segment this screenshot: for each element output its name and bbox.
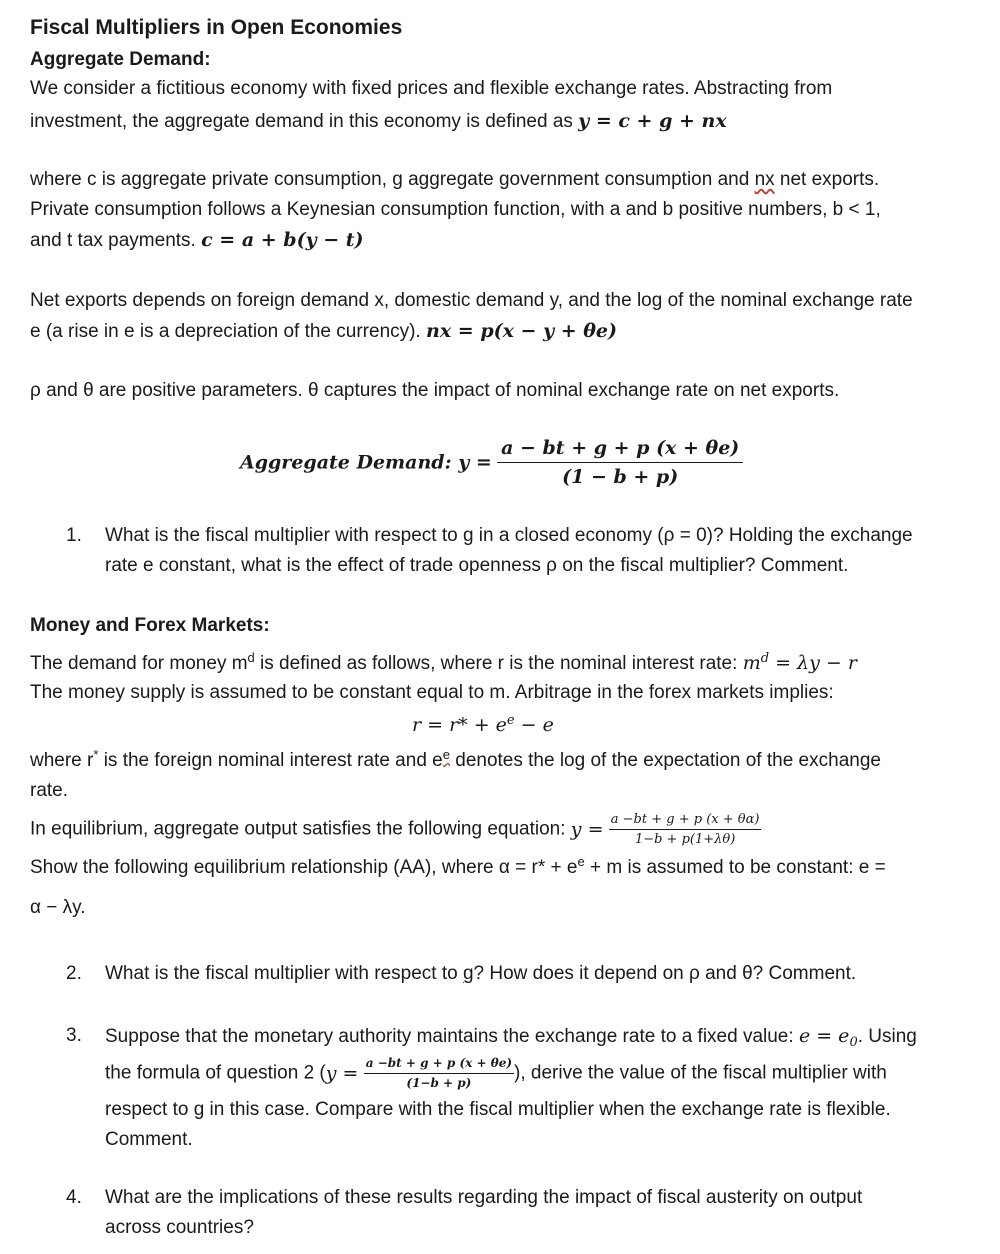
md-rhs: = λy − r [769, 652, 857, 674]
aggregate-demand-heading: Aggregate Demand: [30, 49, 211, 70]
equation-net-exports: nx = p(x − y + θe) [426, 320, 618, 342]
equation-consumption: c = a + b(y − t) [201, 229, 364, 251]
paragraph-components-line1 [30, 168, 879, 192]
question-2-g: g [462, 963, 474, 984]
fixed-rate-main: e = e [798, 1025, 850, 1047]
question-2-line [105, 962, 856, 986]
aa-text2: + m is assumed to be constant: e = [584, 857, 886, 878]
components-text-end: net exports. [774, 169, 880, 190]
question-2-number: 2. [66, 963, 82, 984]
page-title: Fiscal Multipliers in Open Economies [30, 16, 403, 39]
question-2-text: What is the fiscal multiplier with respect to [105, 963, 463, 984]
equilibrium-denominator: 1−b + p(1+λθ) [634, 832, 736, 847]
arb-sup: e [506, 713, 515, 728]
equation-ad-definition: y = c + g + nx [578, 110, 727, 132]
question-3-line1 [105, 1024, 917, 1049]
aa-relationship-line1 [30, 856, 886, 880]
ad-label: Aggregate Demand: y = [240, 451, 492, 474]
money-demand-line [30, 651, 857, 676]
question-4-line2: across countries? [105, 1217, 254, 1238]
question-3-y: y = [325, 1062, 359, 1085]
money-forex-heading: Money and Forex Markets: [30, 615, 270, 636]
question-3-number: 3. [66, 1025, 82, 1046]
arb-main: r = r* + e [412, 714, 507, 736]
paragraph-intro-line2 [30, 109, 727, 134]
aa-text: Show the following equilibrium relationship (AA), where α = r* + e [30, 857, 578, 878]
foreign-rate-text: where r [30, 750, 94, 771]
netexports-text: e (a rise in e is a depreciation of the currency). [30, 321, 421, 342]
foreign-rate-line [30, 749, 881, 773]
fixed-rate-sub: 0 [849, 1035, 858, 1050]
money-demand-text2: is defined as follows, where r is the nominal interest rate: [254, 653, 738, 674]
question-4-number: 4. [66, 1187, 82, 1208]
nx-term: nx [754, 169, 775, 190]
paragraph-netexports-line1: Net exports depends on foreign demand x, domestic demand y, and the log of the nominal exchange rate [30, 290, 913, 311]
question-2-text2: ? How does it depend on ρ and θ? Comment. [473, 963, 857, 984]
equilibrium-numerator: a −bt + g + p (x + θα) [609, 812, 762, 830]
ad-numerator: a − bt + g + p (x + θe) [497, 436, 743, 463]
md-symbol: m [742, 652, 761, 674]
question-3-formula-text2: ), derive the value of the fiscal multiplier with [514, 1062, 887, 1084]
question-3-line4: Comment. [105, 1129, 193, 1150]
paragraph-intro-line1: We consider a fictitious economy with fixed prices and flexible exchange rates. Abstracting from [30, 78, 833, 99]
equation-arbitrage [412, 713, 554, 737]
question-3-formula-text: the formula of question 2 ( [105, 1062, 326, 1084]
question-3-numerator: a −bt + g + p (x + θe) [364, 1056, 514, 1074]
equation-fixed-rate [798, 1025, 858, 1050]
paragraph-parameters: ρ and θ are positive parameters. θ captures the impact of nominal exchange rate on net exports. [30, 380, 840, 401]
question-1-number: 1. [66, 525, 82, 546]
question-3-line3: respect to g in this case. Compare with the fiscal multiplier when the exchange rate is flexible. [105, 1099, 891, 1120]
paragraph-netexports-line2 [30, 319, 617, 344]
equation-aggregate-demand [240, 436, 743, 489]
question-3-line2 [105, 1056, 887, 1091]
equilibrium-fraction [609, 812, 762, 847]
ad-fraction [497, 436, 743, 489]
foreign-rate-text3: denotes the log of the expectation of the exchange [449, 750, 881, 771]
ad-denominator: (1 − b + p) [562, 466, 679, 488]
question-1-line2: rate e constant, what is the effect of trade openness ρ on the fiscal multiplier? Comment. [105, 555, 849, 576]
equilibrium-line [30, 812, 761, 847]
money-supply-line: The money supply is assumed to be constant equal to m. Arbitrage in the forex markets implies: [30, 682, 834, 703]
question-3-text: Suppose that the monetary authority maintains the exchange rate to a fixed value: [105, 1026, 794, 1047]
equilibrium-text: In equilibrium, aggregate output satisfies the following equation: [30, 818, 566, 840]
intro-text: investment, the aggregate demand in this economy is defined as [30, 111, 573, 132]
question-3-end: . Using [857, 1026, 917, 1047]
components-text: where c is aggregate private consumption, g aggregate government consumption and [30, 169, 750, 190]
question-4-line1: What are the implications of these results regarding the impact of fiscal austerity on output [105, 1187, 863, 1208]
aa-sup: e [577, 854, 585, 869]
expectation-sup: e [442, 747, 450, 762]
money-demand-text: The demand for money m [30, 653, 248, 674]
foreign-rate-text2: is the foreign nominal interest rate and e [98, 750, 443, 771]
equilibrium-y: y = [570, 818, 604, 841]
md-sup: d [760, 651, 770, 666]
tax-text: and t tax payments. [30, 230, 196, 251]
money-demand-sup: d [247, 650, 255, 665]
question-3-fraction [364, 1056, 514, 1091]
arb-tail: − e [514, 714, 554, 736]
question-1-line1: What is the fiscal multiplier with respect to g in a closed economy (ρ = 0)? Holding the exchange [105, 525, 913, 546]
foreign-rate-line2: rate. [30, 780, 69, 801]
paragraph-components-line2: Private consumption follows a Keynesian consumption function, with a and b positive numbers, b < 1, [30, 199, 881, 220]
question-3-denominator: (1−b + p) [406, 1076, 472, 1090]
equation-money-demand [743, 652, 857, 674]
paragraph-components-line3 [30, 228, 364, 253]
aa-relationship-line2: α − λy. [30, 897, 86, 918]
foreign-rate-star: * [93, 747, 99, 762]
